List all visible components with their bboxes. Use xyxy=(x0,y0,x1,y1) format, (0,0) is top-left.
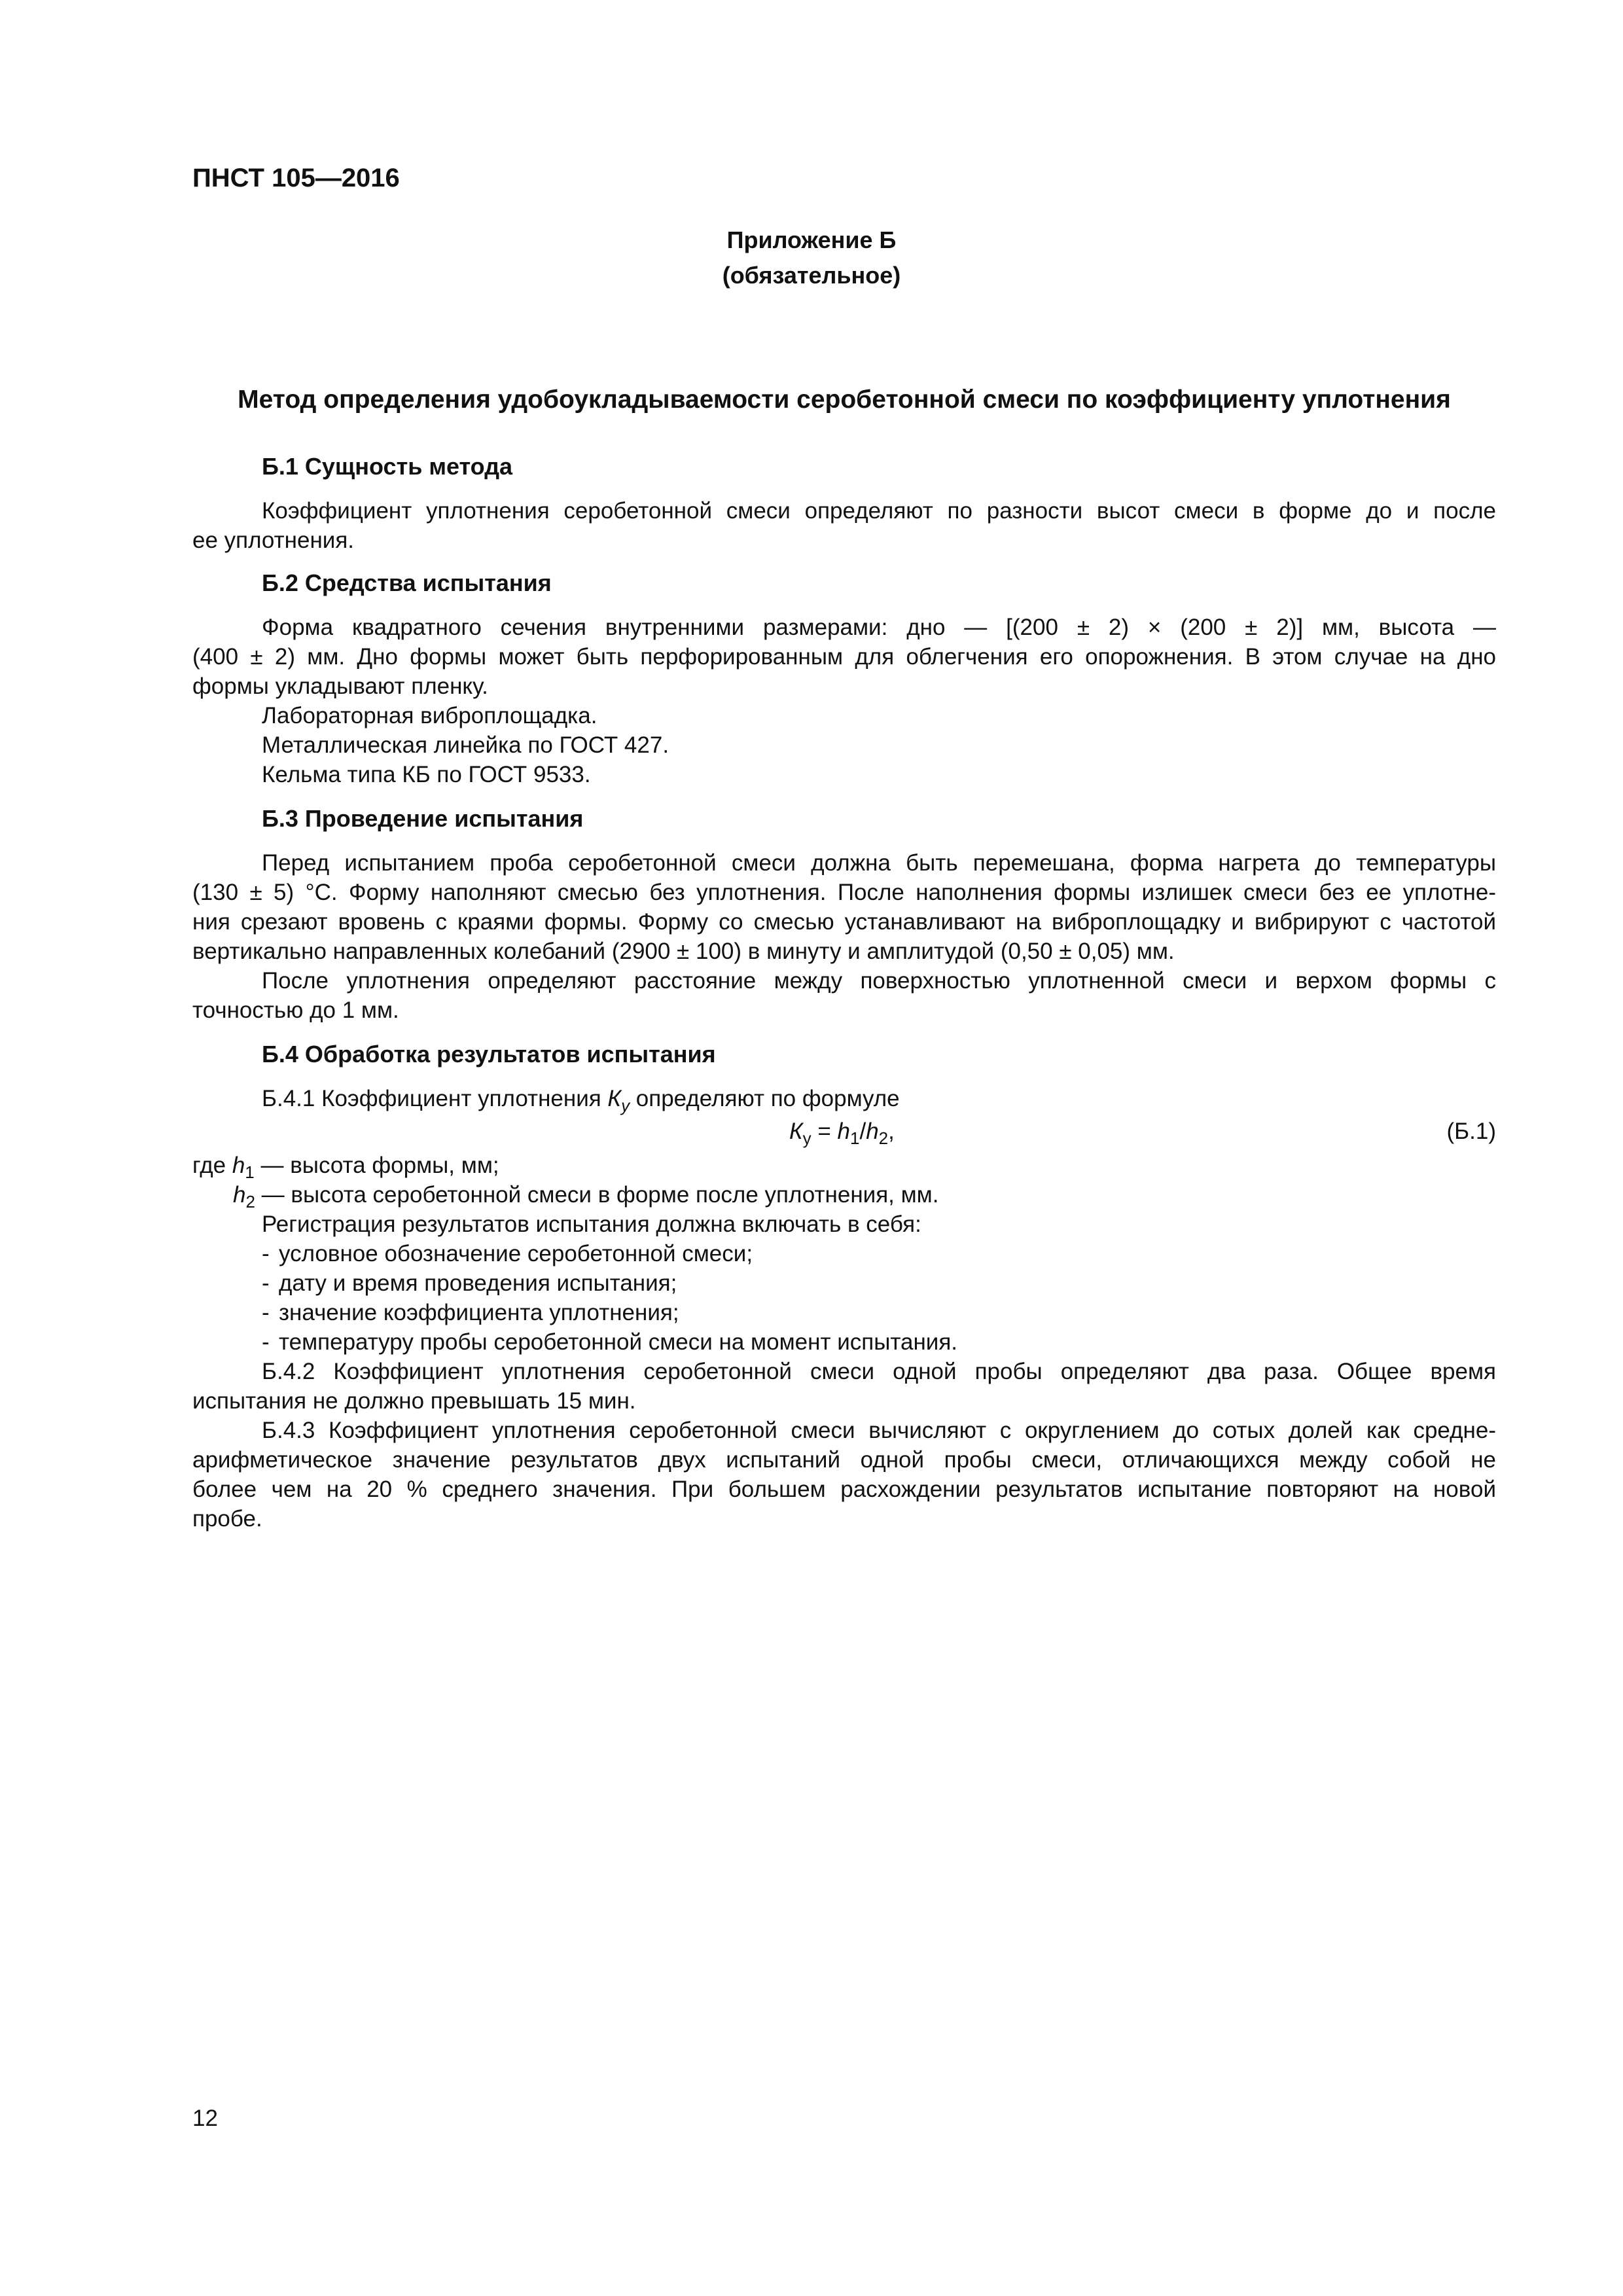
list-item: - температуру пробы серобетонной смеси на момент испытания. xyxy=(262,1329,958,1355)
list-item: - значение коэффициента уплотнения; xyxy=(262,1300,679,1325)
clause-b41: Б.4.1 Коэффициент уплотнения $К_у$ определяют по формуле xyxy=(262,1086,900,1115)
annex-status: (обязательное) xyxy=(722,262,901,289)
section-b2-heading: Б.2 Средства испытания xyxy=(262,569,552,596)
k-symbol: К xyxy=(607,1086,622,1111)
equipment-item: Кельма типа КБ по ГОСТ 9533. xyxy=(262,762,591,787)
section-b1-paragraph xyxy=(192,496,1496,555)
section-b3-paragraph xyxy=(192,848,1496,1025)
paragraph-line: Форма квадратного сечения внутренними размерами: дно — [(200 ± 2) × (200 ± 2)] мм, высота — xyxy=(262,615,1496,640)
paragraph-line: пробе. xyxy=(192,1506,262,1532)
section-b1-heading: Б.1 Сущность метода xyxy=(262,453,513,480)
paragraph-line: Коэффициент уплотнения серобетонной смеси определяют по разности высот смеси в форме до и после xyxy=(262,498,1496,524)
method-title: Метод определения удобоукладываемости серобетонной смеси по коэффициенту уплотнения xyxy=(238,386,1451,414)
equipment-item: Металлическая линейка по ГОСТ 427. xyxy=(262,732,669,758)
section-b2-paragraph xyxy=(192,613,1496,701)
section-b3-heading: Б.3 Проведение испытания xyxy=(262,805,584,832)
paragraph-line: Б.4.2 Коэффициент уплотнения серобетонной смеси одной пробы определяют два раза. Общее время xyxy=(262,1359,1496,1384)
where-h1: где $h_1$ — высота формы, мм; xyxy=(192,1153,499,1182)
paragraph-line: ния срезают вровень с краями формы. Форму со смесью устанавливают на виброплощадку и вибрируют с частотой xyxy=(192,909,1496,935)
paragraph-line: После уплотнения определяют расстояние между поверхностью уплотненной смеси и верхом формы с xyxy=(262,968,1496,994)
formula-number: (Б.1) xyxy=(1446,1119,1496,1144)
paragraph-line: Перед испытанием проба серобетонной смеси должна быть перемешана, форма нагрета до температуры xyxy=(262,850,1496,876)
paragraph-line: точностью до 1 мм. xyxy=(192,997,399,1023)
paragraph-line: испытания не должно превышать 15 мин. xyxy=(192,1388,636,1414)
where-h2: $h_2$ — высота серобетонной смеси в форме после уплотнения, мм. xyxy=(233,1182,939,1211)
list-item: - условное обозначение серобетонной смеси; xyxy=(262,1241,753,1266)
formula-b1 xyxy=(192,1117,1496,1147)
list-item: - дату и время проведения испытания; xyxy=(262,1270,677,1296)
formula-expression: $К_у = h_1/h_2$, xyxy=(789,1119,895,1148)
document-code: ПНСТ 105—2016 xyxy=(192,164,400,192)
annex-heading xyxy=(0,223,1623,293)
paragraph-line: более чем на 20 % среднего значения. При большем расхождении результатов испытание повторяют на новой xyxy=(192,1477,1496,1502)
paragraph-line: ее уплотнения. xyxy=(192,528,354,553)
paragraph-line: вертикально направленных колебаний (2900 ± 100) в минуту и амплитудой (0,50 ± 0,05) мм. xyxy=(192,939,1175,964)
paragraph-line: (400 ± 2) мм. Дно формы может быть перфорированным для облегчения его опорожнения. В этом случае на дно xyxy=(192,644,1496,670)
clause-b42 xyxy=(192,1357,1496,1416)
annex-title: Приложение Б xyxy=(726,226,897,253)
paragraph-line: (130 ± 5) °С. Форму наполняют смесью без уплотнения. После наполнения формы излишек смеси без ее уплотне- xyxy=(192,880,1496,905)
equipment-item: Лабораторная виброплощадка. xyxy=(262,703,597,728)
paragraph-line: арифметическое значение результатов двух испытаний одной пробы смеси, отличающихся между собой не xyxy=(192,1447,1496,1473)
paragraph-line: формы укладывают пленку. xyxy=(192,673,488,699)
paragraph-line: Б.4.3 Коэффициент уплотнения серобетонной смеси вычисляют с округлением до сотых долей как средне- xyxy=(262,1418,1496,1443)
registration-intro: Регистрация результатов испытания должна включать в себя: xyxy=(262,1211,921,1237)
section-b4-heading: Б.4 Обработка результатов испытания xyxy=(262,1041,716,1067)
page-number: 12 xyxy=(192,2106,218,2131)
clause-b43 xyxy=(192,1416,1496,1534)
